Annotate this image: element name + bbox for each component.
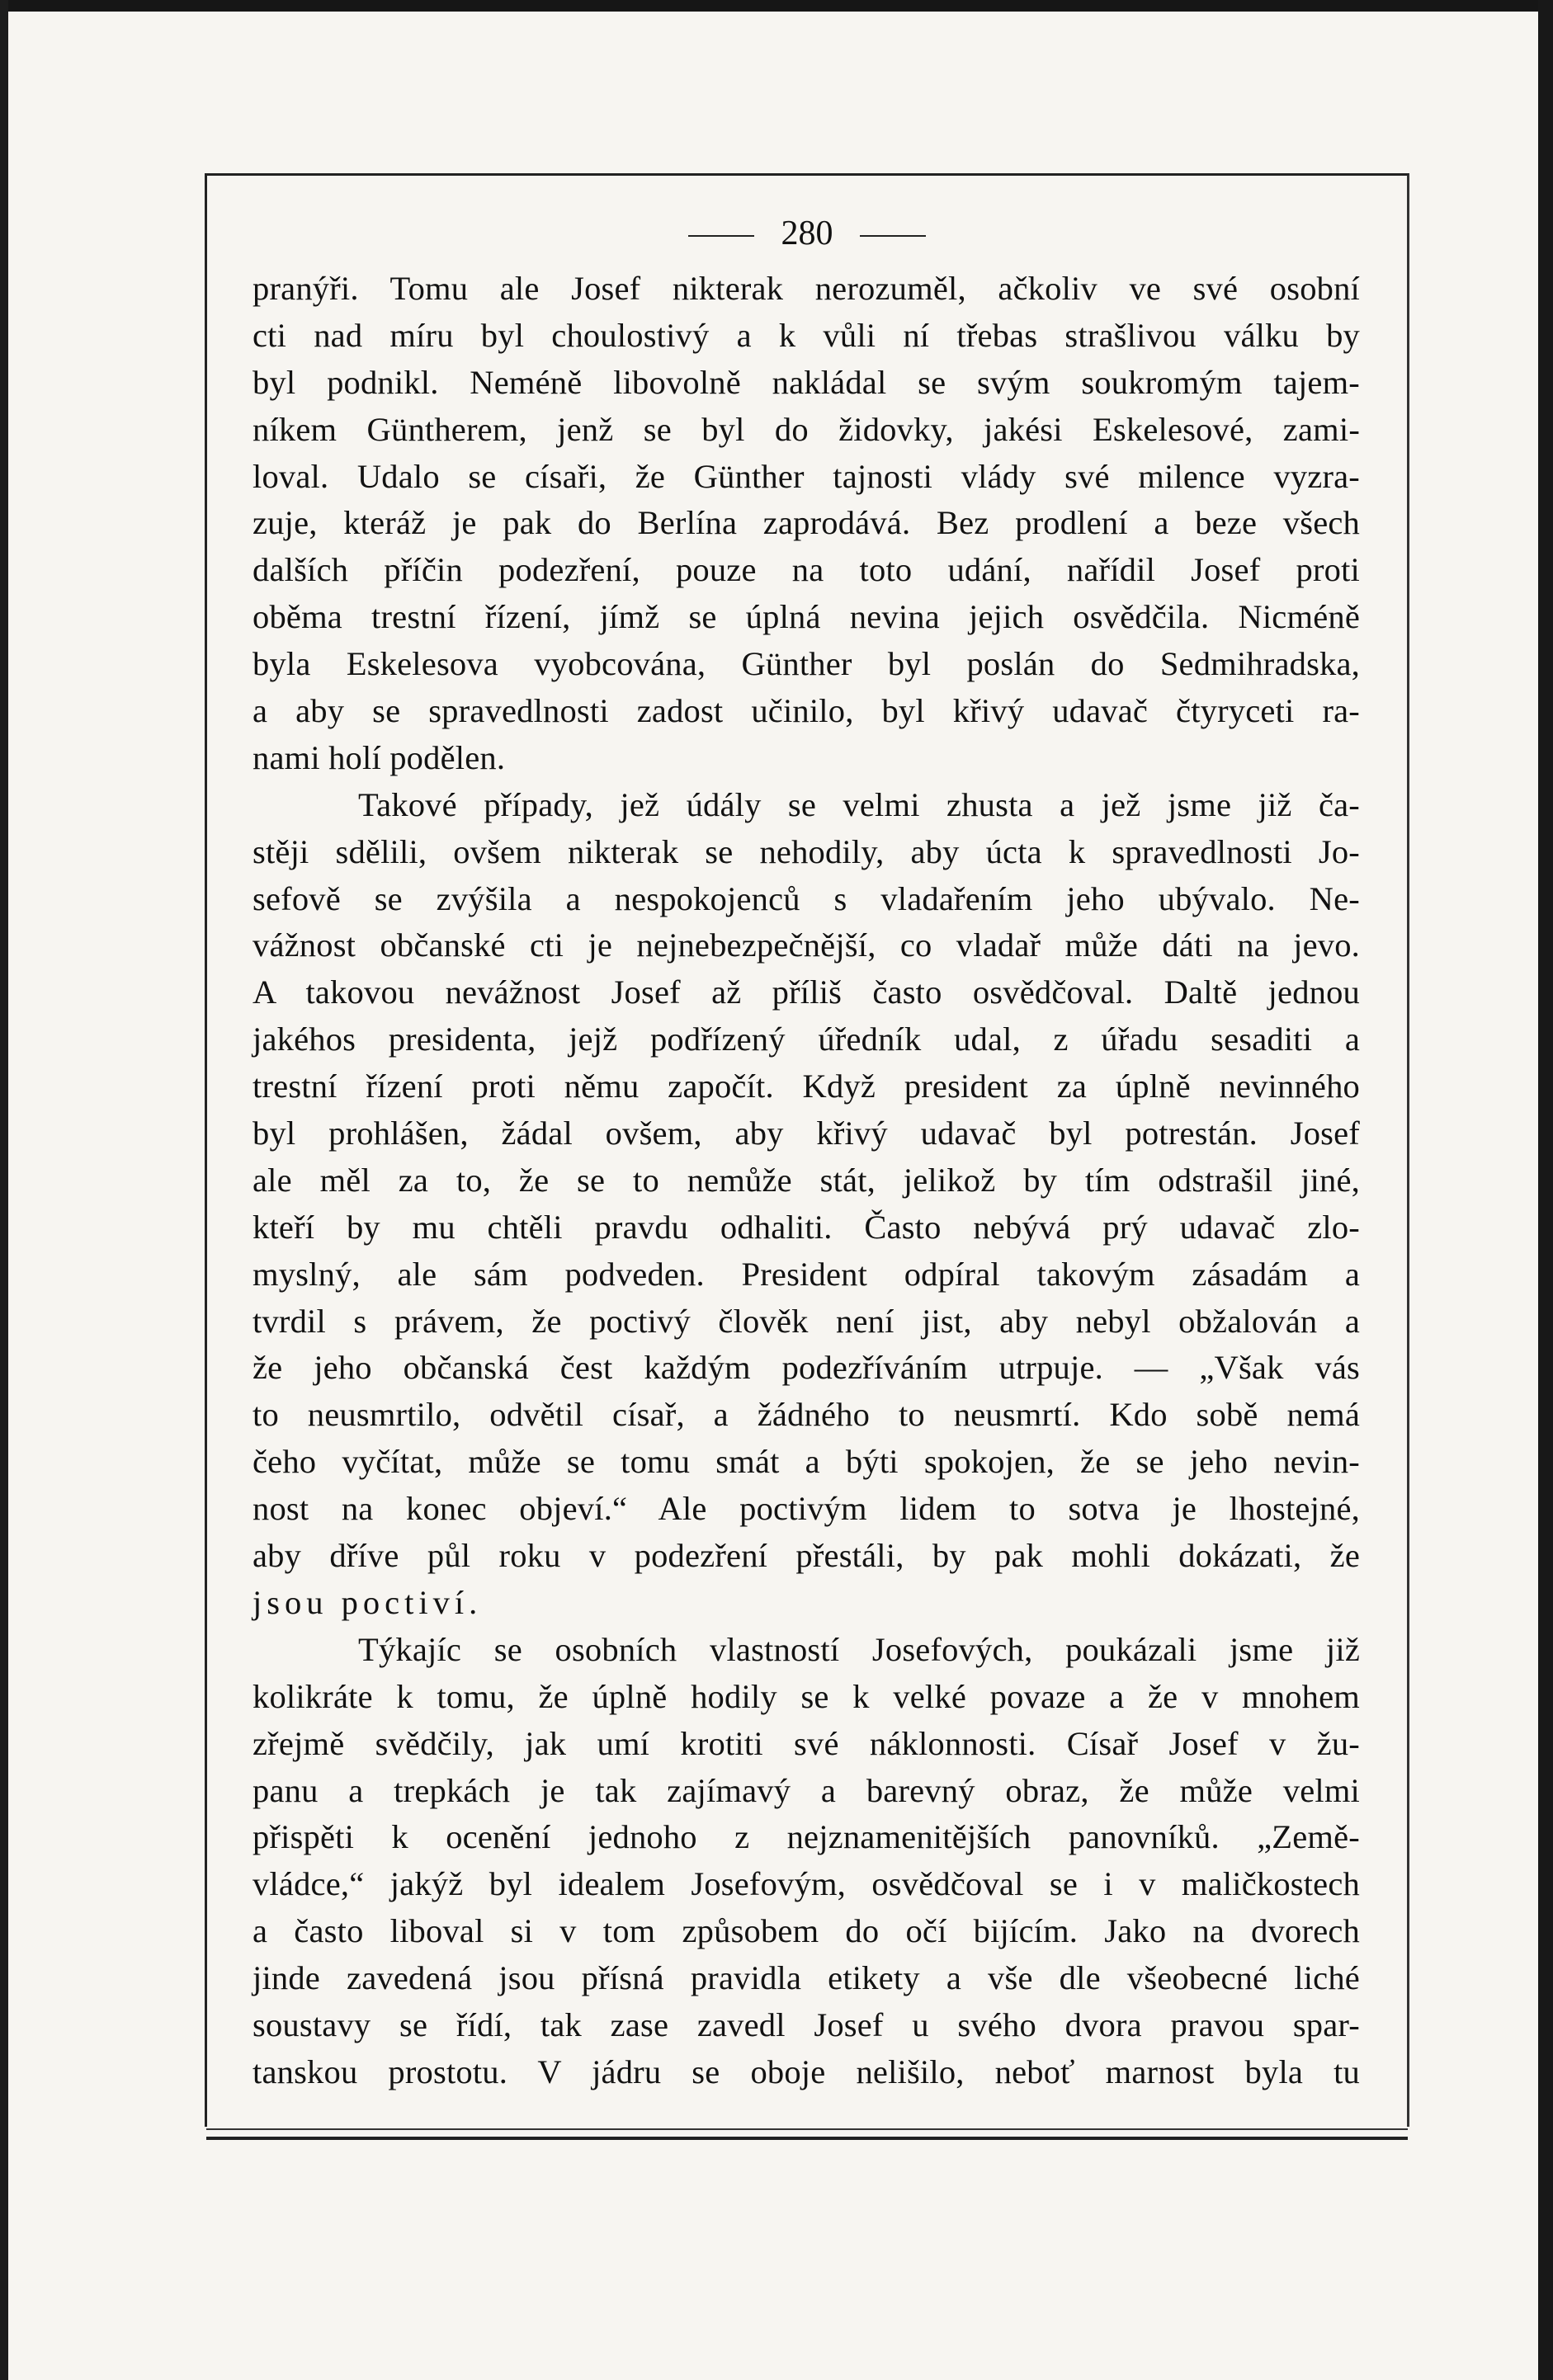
text-line: jinde zavedená jsou přísná pravidla etikety a vše dle všeobecné liché <box>253 1959 1360 1997</box>
text-line: vládce,“ jakýž byl idealem Josefovým, osvědčoval se i v maličkostech <box>253 1865 1360 1903</box>
text-line: a často liboval si v tom způsobem do očí bijícím. Jako na dvorech <box>253 1912 1360 1950</box>
text-line: přispěti k ocenění jednoho z nejznamenitějších panovníků. „Země- <box>253 1818 1360 1856</box>
text-line: dalších příčin podezření, pouze na toto udání, nařídil Josef proti <box>253 551 1360 589</box>
text-line: byl prohlášen, žádal ovšem, aby křivý udavač byl potrestán. Josef <box>253 1115 1360 1152</box>
text-line: vážnost občanské cti je nejnebezpečnější, co vladař může dáti na jevo. <box>253 926 1360 964</box>
text-line: panu a trepkách je tak zajímavý a barevný obraz, že může velmi <box>253 1771 1360 1809</box>
text-line: sefově se zvýšila a nespokojenců s vladařením jeho ubývalo. Ne- <box>253 879 1360 917</box>
text-line: že jeho občanská čest každým podezříváním utrpuje. — „Však vás <box>253 1349 1360 1387</box>
scan-edge-right <box>1538 0 1553 2380</box>
text-line: oběma trestní řízení, jímž se úplná nevina jejich osvědčila. Nicméně <box>253 598 1360 636</box>
text-line: Takové případy, jež údály se velmi zhusta a jež jsme již ča- <box>358 785 1360 823</box>
text-line: byl podnikl. Neméně libovolně nakládal se svým soukromým tajem- <box>253 363 1360 401</box>
text-line: zřejmě svědčily, jak umí krotiti své náklonnosti. Císař Josef v žu- <box>253 1724 1360 1762</box>
text-line: myslný, ale sám podveden. President odpíral takovým zásadám a <box>253 1255 1360 1293</box>
text-line: aby dříve půl roku v podezření přestáli, by pak mohli dokázati, že <box>253 1537 1360 1575</box>
header-dash-right <box>860 235 926 237</box>
text-line: nami holí podělen. <box>253 738 506 776</box>
text-line: byla Eskelesova vyobcována, Günther byl poslán do Sedmihradska, <box>253 645 1360 683</box>
page-number: 280 <box>781 214 833 252</box>
text-line: loval. Udalo se císaři, že Günther tajnosti vlády své milence vyzra- <box>253 457 1360 495</box>
text-line: zuje, kteráž je pak do Berlína zaprodává. Bez prodlení a beze všech <box>253 504 1360 542</box>
text-line: to neusmrtilo, odvětil císař, a žádného to neusmrtí. Kdo sobě nemá <box>253 1396 1360 1434</box>
text-line: stěji sdělili, ovšem nikterak se nehodily, aby úcta k spravedlnosti Jo- <box>253 832 1360 870</box>
text-line: ale měl za to, že se to nemůže stát, jelikož by tím odstrašil jiné, <box>253 1161 1360 1199</box>
text-line: jakéhos presidenta, jejž podřízený úředník udal, z úřadu sesaditi a <box>253 1020 1360 1058</box>
text-line: jsou poctiví. <box>253 1583 483 1621</box>
text-line: čeho vyčítat, může se tomu smát a býti spokojen, že se jeho nevin- <box>253 1443 1360 1481</box>
text-line: tanskou prostotu. V jádru se oboje nelišilo, neboť marnost byla tu <box>253 2052 1360 2090</box>
text-line: kteří by mu chtěli pravdu odhaliti. Často nebývá prý udavač zlo- <box>253 1208 1360 1246</box>
page-header <box>205 213 1409 254</box>
text-line: pranýři. Tomu ale Josef nikterak nerozuměl, ačkoliv ve své osobní <box>253 270 1360 307</box>
body-text <box>253 266 1360 2096</box>
scan-edge-left <box>0 0 8 2380</box>
text-line: tvrdil s právem, že poctivý člověk není jist, aby nebyl obžalován a <box>253 1302 1360 1340</box>
text-line: kolikráte k tomu, že úplně hodily se k velké povaze a že v mnohem <box>253 1677 1360 1715</box>
bottom-rule-thick <box>206 2137 1408 2140</box>
text-line: A takovou nevážnost Josef až příliš často osvědčoval. Daltě jednou <box>253 973 1360 1011</box>
text-line: trestní řízení proti němu započít. Když president za úplně nevinného <box>253 1067 1360 1105</box>
text-line: soustavy se řídí, tak zase zavedl Josef u svého dvora pravou spar- <box>253 2005 1360 2043</box>
text-line: níkem Güntherem, jenž se byl do židovky, jakési Eskelesové, zami- <box>253 410 1360 448</box>
text-line: nost na konec objeví.“ Ale poctivým lidem to sotva je lhostejné, <box>253 1490 1360 1528</box>
bottom-rule-thin <box>206 2128 1408 2130</box>
text-line: Týkajíc se osobních vlastností Josefových, poukázali jsme již <box>358 1630 1360 1668</box>
text-line: cti nad míru byl choulostivý a k vůli ní třebas strašlivou válku by <box>253 316 1360 354</box>
header-dash-left <box>688 235 754 237</box>
scan-edge-top <box>0 0 1553 12</box>
text-line: a aby se spravedlnosti zadost učinilo, byl křivý udavač čtyryceti ra- <box>253 692 1360 730</box>
